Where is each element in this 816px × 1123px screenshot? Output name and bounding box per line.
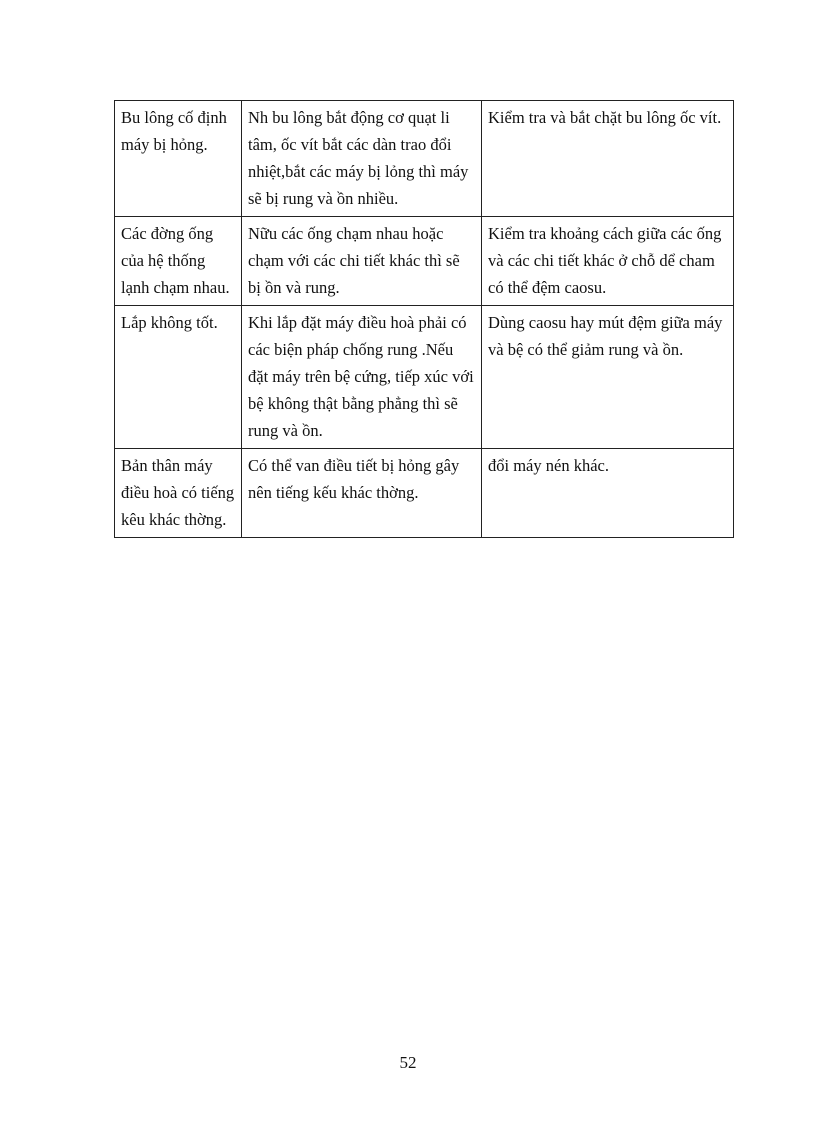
table-row <box>115 217 734 306</box>
remedy-cell: Kiểm tra và bắt chặt bu lông ốc vít. <box>482 101 734 217</box>
fault-table <box>114 100 734 538</box>
description-cell: Nữu các ống chạm nhau hoặc chạm với các chi tiết khác thì sẽ bị ồn và rung. <box>242 217 482 306</box>
table-row <box>115 101 734 217</box>
description-cell: Khi lắp đặt máy điều hoà phải có các biện pháp chống rung .Nếu đặt máy trên bệ cứng, tiếp xúc với bệ không thật bằng phẳng thì sẽ rung và ồn. <box>242 306 482 449</box>
cause-cell: Các đờng ống của hệ thống lạnh chạm nhau. <box>115 217 242 306</box>
remedy-cell: Dùng caosu hay mút đệm giữa máy và bệ có thể giảm rung và ồn. <box>482 306 734 449</box>
cause-cell: Bu lông cố định máy bị hỏng. <box>115 101 242 217</box>
remedy-cell: đổi máy nén khác. <box>482 449 734 538</box>
cause-cell: Lắp không tốt. <box>115 306 242 449</box>
description-cell: Có thể van điều tiết bị hỏng gây nên tiếng kếu khác thờng. <box>242 449 482 538</box>
page-number: 52 <box>399 1053 417 1072</box>
description-cell: Nh bu lông bắt động cơ quạt li tâm, ốc vít bắt các dàn trao đổi nhiệt,bắt các máy bị lỏng thì máy sẽ bị rung và ồn nhiều. <box>242 101 482 217</box>
table-row <box>115 449 734 538</box>
cause-cell: Bản thân máy điều hoà có tiếng kêu khác thờng. <box>115 449 242 538</box>
remedy-cell: Kiểm tra khoảng cách giữa các ống và các chi tiết khác ở chỗ dể cham có thể đệm caosu. <box>482 217 734 306</box>
table-row <box>115 306 734 449</box>
